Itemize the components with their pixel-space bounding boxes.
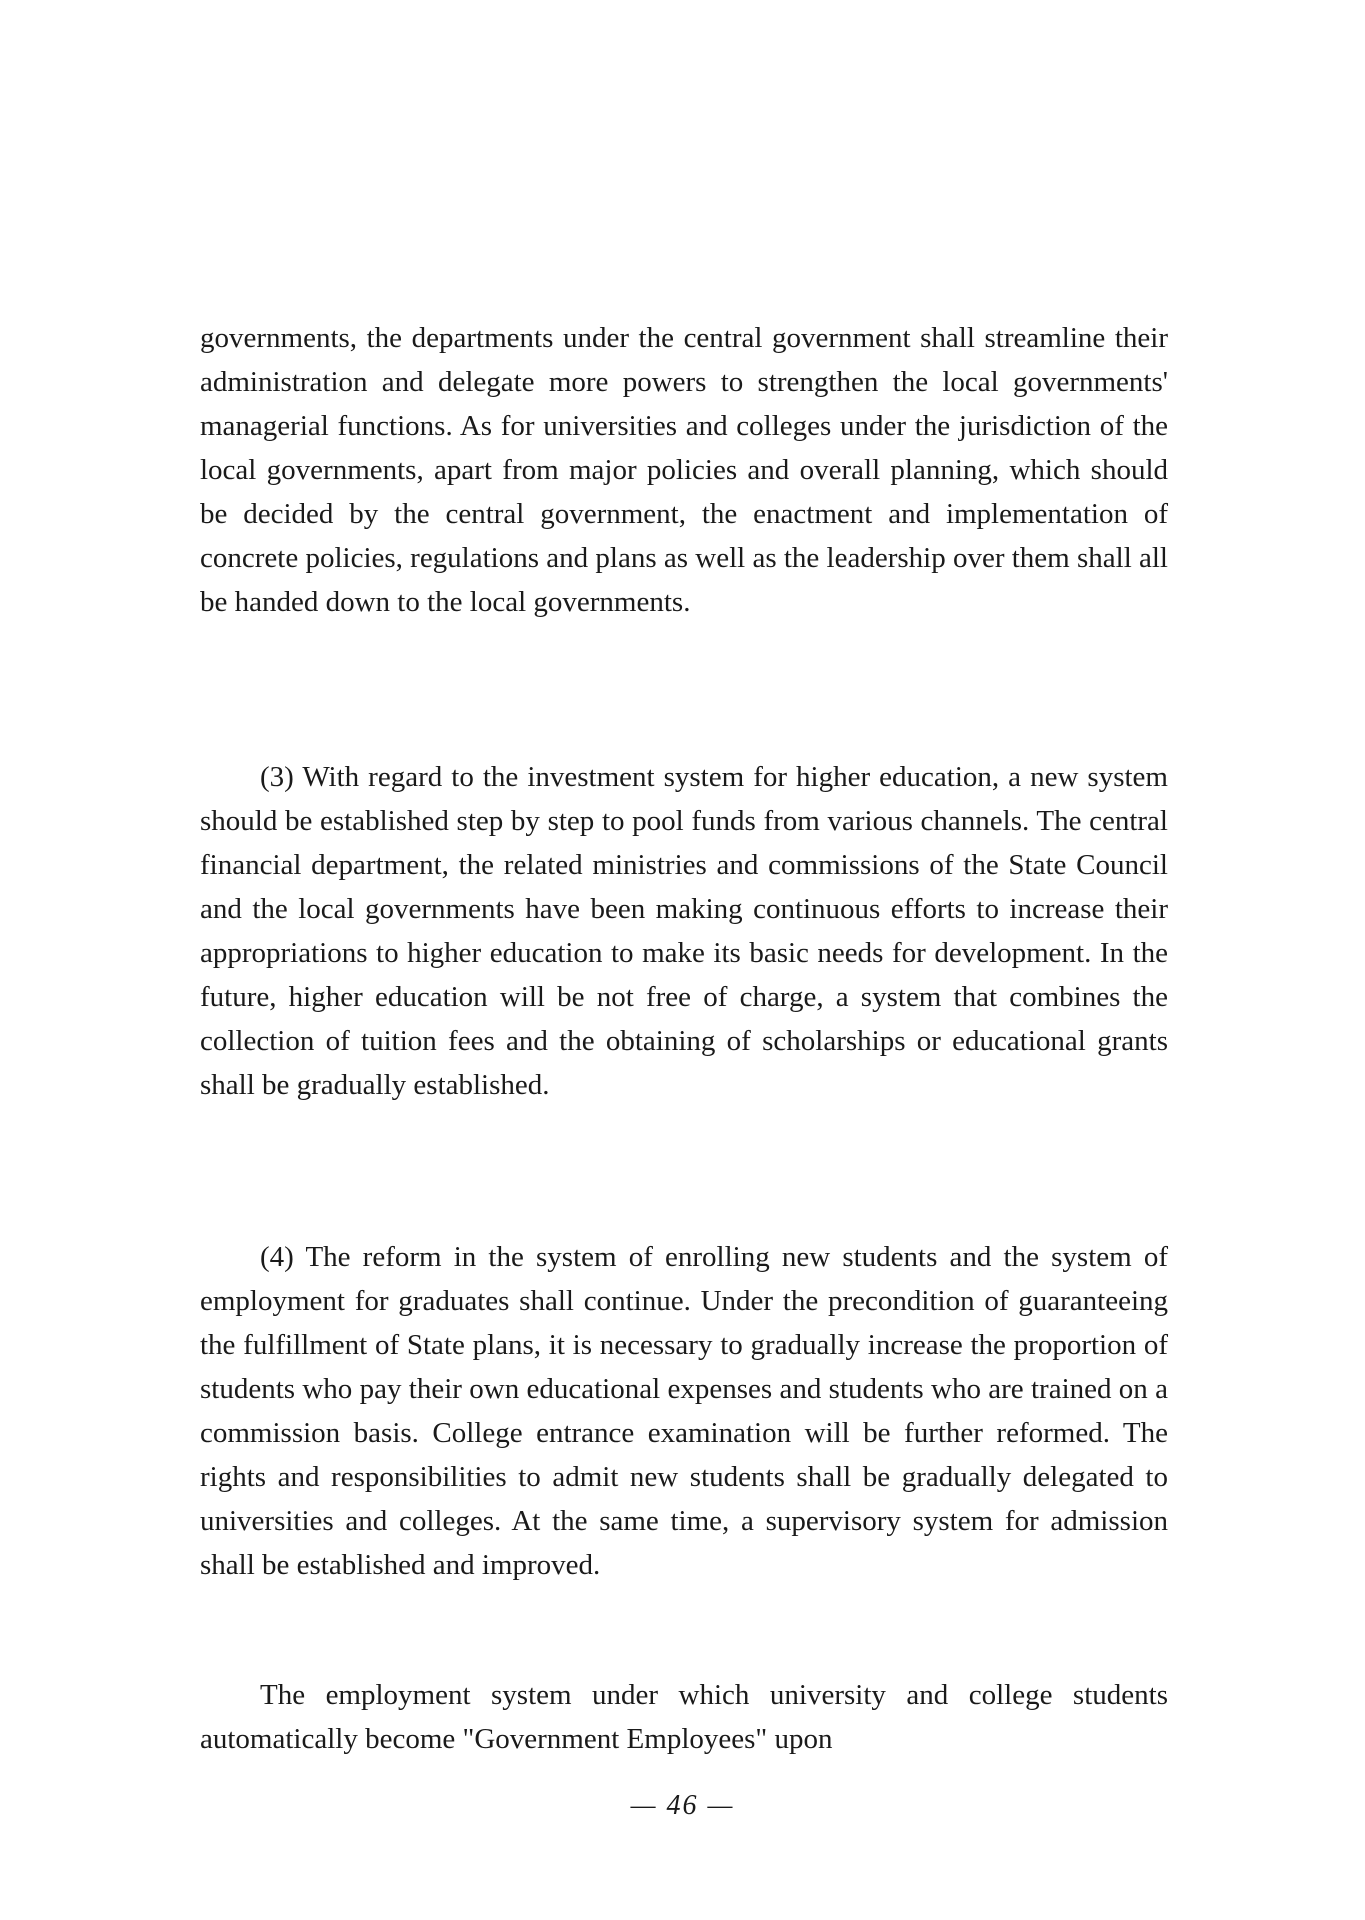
paragraph-employment-system: The employment system under which university and college students automatically become "Government Employees" upon <box>200 1679 1168 1755</box>
page-number: — 46 — <box>630 1790 735 1821</box>
paragraph-enrollment-reform: (4) The reform in the system of enrolling new students and the system of employment for graduates shall continue. Under the precondition of guaranteeing the fulfillment of State plans, it is necessary to gradually increase the proportion of students who pay their own educational expenses and students who are trained on a commission basis. College entrance examination will be further reformed. The rights and responsibilities to admit new students shall be gradually delegated to universities and colleges. At the same time, a supervisory system for admission shall be established and improved. <box>200 1241 1168 1581</box>
paragraph-continuation: governments, the departments under the central government shall streamline their administration and delegate more powers to strengthen the local governments' managerial functions. As for universities and colleges under the jurisdiction of the local governments, apart from major policies and overall planning, which should be decided by the central government, the enactment and implementation of concrete policies, regulations and plans as well as the leadership over them shall all be handed down to the local governments. <box>200 322 1168 618</box>
paragraph-investment-system: (3) With regard to the investment system for higher education, a new system should be established step by step to pool funds from various channels. The central financial department, the related ministries and commissions of the State Council and the local governments have been making continuous efforts to increase their appropriations to higher education to make its basic needs for development. In the future, higher education will be not free of charge, a system that combines the collection of tuition fees and the obtaining of scholarships or educational grants shall be gradually established. <box>200 761 1168 1101</box>
